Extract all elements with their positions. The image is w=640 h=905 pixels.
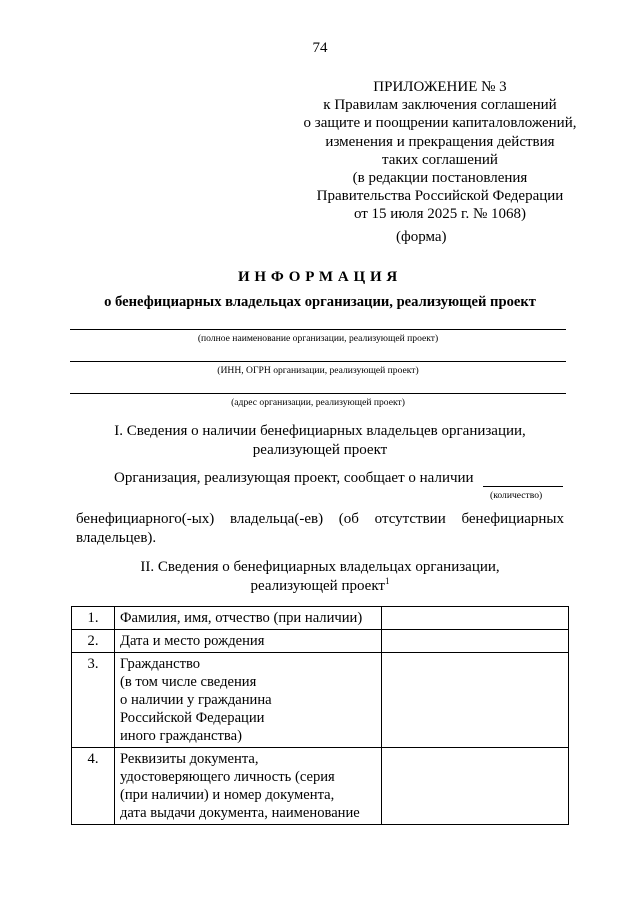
document-subtitle: о бенефициарных владельцах организации, реализующей проект bbox=[104, 294, 536, 310]
appendix-line: (в редакции постановления bbox=[352, 170, 528, 187]
table-row bbox=[72, 607, 569, 630]
row-value-cell[interactable] bbox=[382, 607, 569, 630]
row-label bbox=[115, 748, 382, 825]
row-value-cell[interactable] bbox=[382, 630, 569, 653]
row-label-line: Дата и место рождения bbox=[120, 633, 265, 649]
row-value-cell[interactable] bbox=[382, 653, 569, 748]
section-2-heading-line-2 bbox=[70, 577, 570, 596]
report-text: Организация, реализующая проект, сообщает о наличии bbox=[114, 470, 474, 486]
inn-ogrn-line[interactable] bbox=[70, 361, 566, 362]
page-number: 74 bbox=[312, 40, 328, 56]
section-1-heading-line: реализующей проект bbox=[252, 441, 388, 458]
row-number: 3. bbox=[72, 653, 115, 748]
section-1-heading-line: I. Сведения о наличии бенефициарных владельцев организации, bbox=[114, 423, 526, 439]
appendix-line: ПРИЛОЖЕНИЕ № 3 bbox=[373, 79, 507, 95]
row-label-line: о наличии у гражданина bbox=[120, 692, 272, 708]
document-title: ИНФОРМАЦИЯ bbox=[237, 269, 403, 285]
footnote-mark: 1 bbox=[384, 575, 390, 586]
section-2-heading-line: II. Сведения о бенефициарных владельцах организации, bbox=[140, 559, 500, 575]
appendix-line: Правительства Российской Федерации bbox=[316, 188, 564, 205]
row-label-line: Фамилия, имя, отчество (при наличии) bbox=[120, 610, 363, 626]
row-label-line: иного гражданства) bbox=[120, 728, 242, 744]
row-number: 2. bbox=[72, 630, 115, 653]
address-caption: (адрес организации, реализующей проект) bbox=[231, 397, 405, 408]
table-row bbox=[72, 748, 569, 825]
row-label-line: Российской Федерации bbox=[120, 710, 265, 726]
appendix-line: к Правилам заключения соглашений bbox=[323, 97, 557, 114]
appendix-line: таких соглашений bbox=[382, 151, 498, 168]
row-number: 4. bbox=[72, 748, 115, 825]
table-row bbox=[72, 630, 569, 653]
section-2-heading-text: реализующей проект bbox=[250, 577, 385, 594]
beneficiary-info-table bbox=[71, 606, 569, 825]
organization-name-caption: (полное наименование организации, реализующей проект) bbox=[197, 333, 439, 344]
inn-ogrn-caption: (ИНН, ОГРН организации, реализующей проект) bbox=[217, 365, 419, 376]
row-label-line: (при наличии) и номер документа, bbox=[120, 787, 335, 803]
row-label bbox=[115, 607, 382, 630]
row-number: 1. bbox=[72, 607, 115, 630]
appendix-line: о защите и поощрении капиталовложений, bbox=[303, 115, 577, 132]
row-label bbox=[115, 653, 382, 748]
row-value-cell[interactable] bbox=[382, 748, 569, 825]
row-label bbox=[115, 630, 382, 653]
appendix-line: от 15 июля 2025 г. № 1068) bbox=[353, 206, 527, 223]
address-line[interactable] bbox=[70, 393, 566, 394]
section-2-heading bbox=[70, 558, 570, 595]
row-label-line: дата выдачи документа, наименование bbox=[120, 805, 360, 821]
report-continuation: бенефициарного(-ых) владельца(-ев) (об отсутствии бенефициарных владельцев). bbox=[76, 511, 564, 546]
section-1-heading bbox=[70, 422, 570, 459]
form-label: (форма) bbox=[396, 229, 447, 245]
table-row bbox=[72, 653, 569, 748]
row-label-line: Гражданство bbox=[120, 656, 201, 672]
appendix-line: изменения и прекращения действия bbox=[325, 133, 555, 150]
row-label-line: (в том числе сведения bbox=[120, 674, 257, 690]
organization-name-line[interactable] bbox=[70, 329, 566, 330]
row-label-line: Реквизиты документа, bbox=[120, 751, 259, 767]
appendix-header bbox=[290, 78, 590, 224]
quantity-caption: (количество) bbox=[490, 490, 543, 501]
row-label-line: удостоверяющего личность (серия bbox=[120, 769, 335, 785]
quantity-blank-line[interactable] bbox=[483, 486, 563, 487]
